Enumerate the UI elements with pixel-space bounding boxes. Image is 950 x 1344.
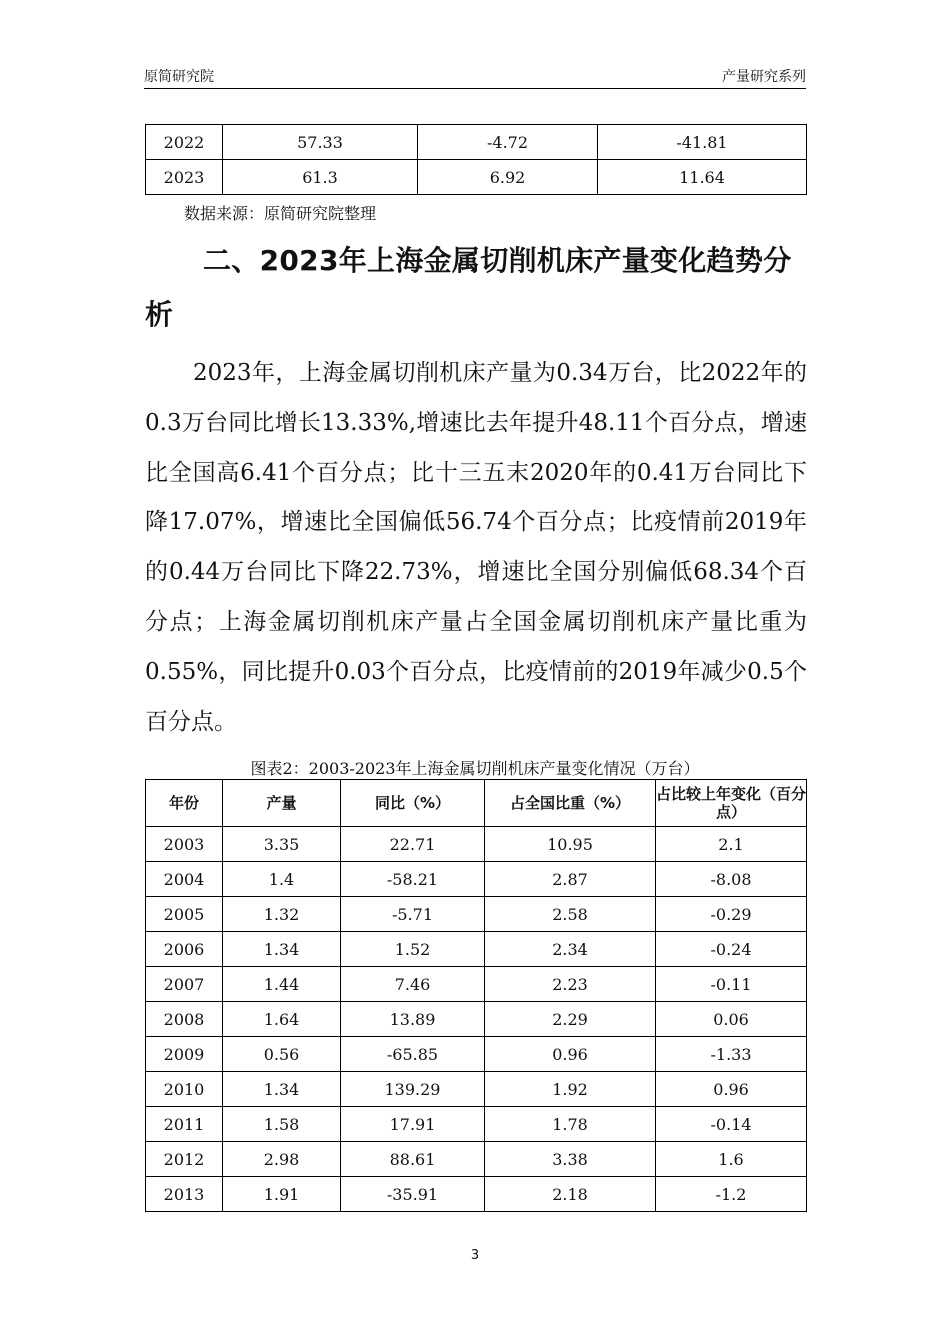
table-cell: 2010 bbox=[146, 1072, 223, 1107]
table-cell: 2.29 bbox=[485, 1002, 656, 1037]
table-row bbox=[146, 1107, 807, 1142]
table-cell: 2008 bbox=[146, 1002, 223, 1037]
table-cell: -0.24 bbox=[656, 932, 807, 967]
body-paragraph: 2023年，上海金属切削机床产量为0.34万台，比2022年的0.3万台同比增长13.33%,增速比去年提升48.11个百分点，增速比全国高6.41个百分点；比十三五末2020年的0.41万台同比下降17.07%，增速比全国偏低56.74个百分点；比疫情前2019年的0.44万台同比下降22.73%，增速比全国分别偏低68.34个百分点；上海金属切削机床产量占全国金属切削机床产量比重为0.55%，同比提升0.03个百分点，比疫情前的2019年减少0.5个百分点。 bbox=[145, 360, 807, 735]
table-cell: 10.95 bbox=[485, 827, 656, 862]
table-cell: 2003 bbox=[146, 827, 223, 862]
table-cell: 1.32 bbox=[223, 897, 341, 932]
table-cell: -5.71 bbox=[341, 897, 485, 932]
table-cell: -65.85 bbox=[341, 1037, 485, 1072]
table-cell: 6.92 bbox=[418, 160, 598, 195]
table-cell: 2.87 bbox=[485, 862, 656, 897]
table-cell: -41.81 bbox=[598, 125, 807, 160]
table-cell: 2023 bbox=[146, 160, 223, 195]
table-cell: 1.64 bbox=[223, 1002, 341, 1037]
table-cell: 139.29 bbox=[341, 1072, 485, 1107]
table-cell: 11.64 bbox=[598, 160, 807, 195]
table-cell: 2009 bbox=[146, 1037, 223, 1072]
table-cell: 0.96 bbox=[656, 1072, 807, 1107]
table-cell: 2.1 bbox=[656, 827, 807, 862]
header-output: 产量 bbox=[223, 780, 341, 827]
table-cell: 1.4 bbox=[223, 862, 341, 897]
table-cell: 2005 bbox=[146, 897, 223, 932]
table-cell: 0.06 bbox=[656, 1002, 807, 1037]
table-cell: -8.08 bbox=[656, 862, 807, 897]
table-caption: 图表2：2003-2023年上海金属切削机床产量变化情况（万台） bbox=[250, 759, 700, 778]
table-cell: -1.2 bbox=[656, 1177, 807, 1212]
table-cell: 1.34 bbox=[223, 932, 341, 967]
table-cell: 2013 bbox=[146, 1177, 223, 1212]
table-cell: 2006 bbox=[146, 932, 223, 967]
table-cell: 1.52 bbox=[341, 932, 485, 967]
table-cell: 57.33 bbox=[223, 125, 418, 160]
table-row bbox=[146, 1177, 807, 1212]
table-row bbox=[146, 1142, 807, 1177]
table-cell: -4.72 bbox=[418, 125, 598, 160]
section-heading: 二、2023年上海金属切削机床产量变化趋势分析 bbox=[145, 244, 792, 331]
table-cell: 2011 bbox=[146, 1107, 223, 1142]
table-cell: 88.61 bbox=[341, 1142, 485, 1177]
table-cell: -58.21 bbox=[341, 862, 485, 897]
table-cell: 2.58 bbox=[485, 897, 656, 932]
table-row bbox=[146, 1002, 807, 1037]
table-cell: 2.23 bbox=[485, 967, 656, 1002]
header-share-change: 占比较上年变化（百分点） bbox=[656, 780, 807, 827]
table-row bbox=[146, 967, 807, 1002]
table-row bbox=[146, 1072, 807, 1107]
table-cell: -0.11 bbox=[656, 967, 807, 1002]
table-row bbox=[146, 827, 807, 862]
table-cell: 2.18 bbox=[485, 1177, 656, 1212]
table-cell: 3.38 bbox=[485, 1142, 656, 1177]
table-cell: 1.58 bbox=[223, 1107, 341, 1142]
table-row bbox=[146, 932, 807, 967]
table-cell: 2022 bbox=[146, 125, 223, 160]
table-row bbox=[146, 125, 807, 160]
header-yoy: 同比（%） bbox=[341, 780, 485, 827]
table-cell: 13.89 bbox=[341, 1002, 485, 1037]
table-row bbox=[146, 862, 807, 897]
table-row bbox=[146, 897, 807, 932]
page-number: 3 bbox=[470, 1248, 480, 1263]
table-cell: 2004 bbox=[146, 862, 223, 897]
table-cell: 3.35 bbox=[223, 827, 341, 862]
table-cell: 2012 bbox=[146, 1142, 223, 1177]
table-cell: 22.71 bbox=[341, 827, 485, 862]
table-cell: 1.78 bbox=[485, 1107, 656, 1142]
table-cell: 2.98 bbox=[223, 1142, 341, 1177]
table-cell: -0.14 bbox=[656, 1107, 807, 1142]
production-table bbox=[145, 779, 807, 1212]
table-cell: 1.34 bbox=[223, 1072, 341, 1107]
header-series: 产量研究系列 bbox=[722, 69, 806, 85]
header-year: 年份 bbox=[146, 780, 223, 827]
table-cell: 2007 bbox=[146, 967, 223, 1002]
table-cell: 0.96 bbox=[485, 1037, 656, 1072]
table-cell: -1.33 bbox=[656, 1037, 807, 1072]
header-national-share: 占全国比重（%） bbox=[485, 780, 656, 827]
table-cell: -35.91 bbox=[341, 1177, 485, 1212]
table-cell: 2.34 bbox=[485, 932, 656, 967]
header-org: 原简研究院 bbox=[144, 69, 214, 85]
table-cell: 7.46 bbox=[341, 967, 485, 1002]
data-source-note: 数据来源：原简研究院整理 bbox=[184, 204, 377, 223]
table-row bbox=[146, 160, 807, 195]
table-cell: 1.92 bbox=[485, 1072, 656, 1107]
table-cell: 0.56 bbox=[223, 1037, 341, 1072]
table-cell: -0.29 bbox=[656, 897, 807, 932]
continued-data-table bbox=[145, 124, 807, 195]
table-cell: 61.3 bbox=[223, 160, 418, 195]
page-header bbox=[144, 64, 806, 89]
table-cell: 1.6 bbox=[656, 1142, 807, 1177]
table-cell: 17.91 bbox=[341, 1107, 485, 1142]
table-row bbox=[146, 1037, 807, 1072]
table-cell: 1.44 bbox=[223, 967, 341, 1002]
table-cell: 1.91 bbox=[223, 1177, 341, 1212]
